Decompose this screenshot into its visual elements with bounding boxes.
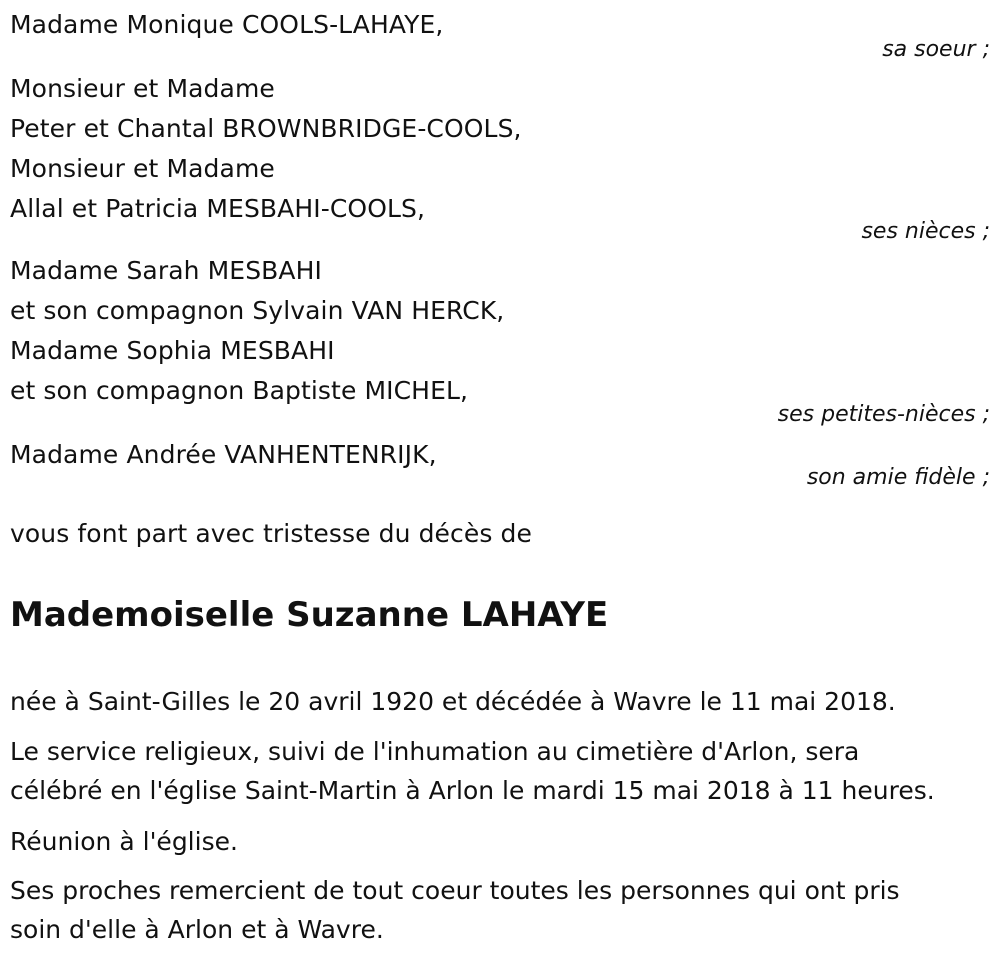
family-line: Madame Monique COOLS-LAHAYE, xyxy=(10,10,444,39)
family-line: Peter et Chantal BROWNBRIDGE-COOLS, xyxy=(10,114,522,143)
family-line: et son compagnon Sylvain VAN HERCK, xyxy=(10,296,505,325)
birth-death-text: née à Saint-Gilles le 20 avril 1920 et décédée à Wavre le 11 mai 2018. xyxy=(10,687,896,716)
announcement-text: vous font part avec tristesse du décès de xyxy=(10,519,532,548)
family-line: et son compagnon Baptiste MICHEL, xyxy=(10,376,469,405)
relation-label: ses nièces ; xyxy=(861,219,990,244)
relation-label: son amie fidèle ; xyxy=(806,465,990,490)
service-text-line: célébré en l'église Saint-Martin à Arlon le mardi 15 mai 2018 à 11 heures. xyxy=(10,776,935,805)
family-line: Monsieur et Madame xyxy=(10,74,275,103)
thanks-text-line: Ses proches remercient de tout coeur toutes les personnes qui ont pris xyxy=(10,876,900,905)
deceased-name: Mademoiselle Suzanne LAHAYE xyxy=(10,595,609,635)
relation-label: ses petites-nièces ; xyxy=(777,402,990,427)
family-line: Madame Sarah MESBAHI xyxy=(10,256,322,285)
thanks-text-line: soin d'elle à Arlon et à Wavre. xyxy=(10,915,384,944)
family-line: Madame Andrée VANHENTENRIJK, xyxy=(10,440,437,469)
relation-label: sa soeur ; xyxy=(882,37,990,62)
reunion-text: Réunion à l'église. xyxy=(10,827,238,856)
family-line: Madame Sophia MESBAHI xyxy=(10,336,335,365)
service-text-line: Le service religieux, suivi de l'inhumation au cimetière d'Arlon, sera xyxy=(10,737,860,766)
family-line: Monsieur et Madame xyxy=(10,154,275,183)
family-line: Allal et Patricia MESBAHI-COOLS, xyxy=(10,194,426,223)
